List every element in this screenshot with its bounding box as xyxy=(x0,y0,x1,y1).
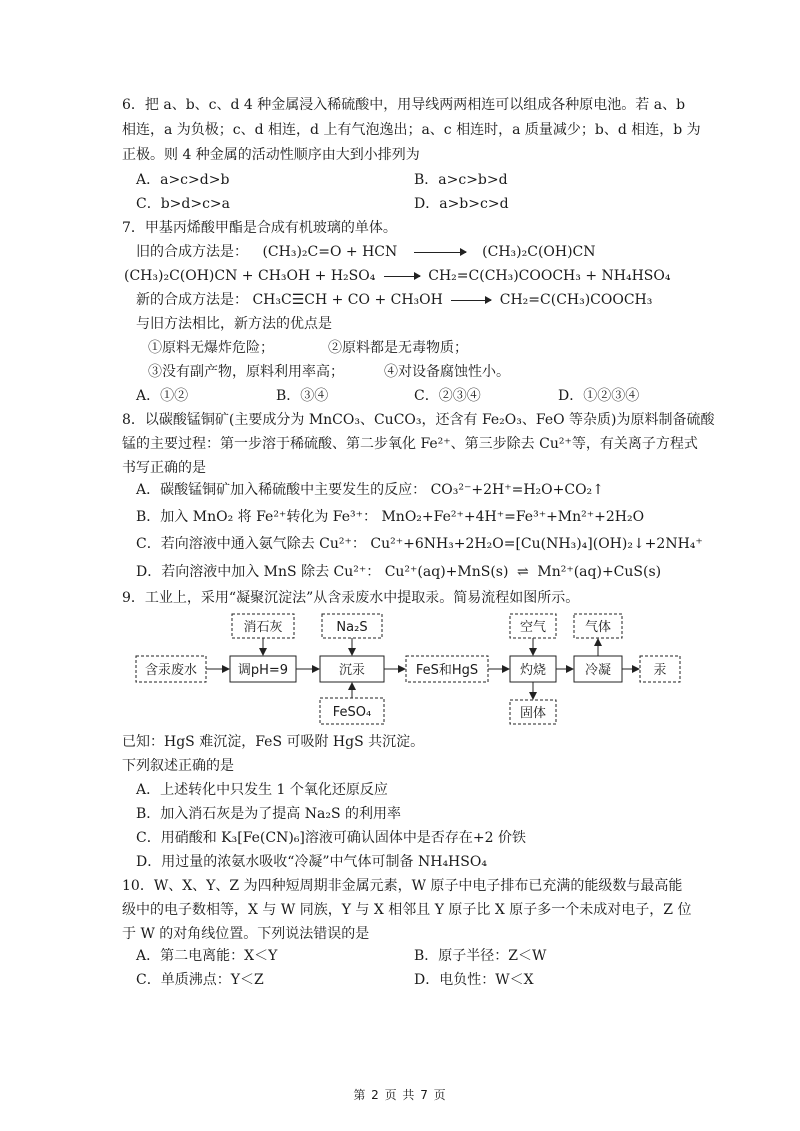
q8-option-d-eq-right: Mn²⁺(aq)+CuS(s) xyxy=(537,564,662,580)
q8-option-d-text: D．若向溶液中加入 MnS 除去 Cu²⁺： xyxy=(136,564,381,580)
flow-box-step1 xyxy=(230,656,296,682)
q9-option-a: A．上述转化中只发生 1 个氧化还原反应 xyxy=(136,782,388,798)
q8-option-a-eq: CO₃²⁻+2H⁺=H₂O+CO₂↑ xyxy=(430,482,604,498)
q6-option-c: C．b>d>c>a xyxy=(136,196,231,212)
flow-add-na2s xyxy=(322,614,382,655)
q7-option-a: A．①② xyxy=(136,388,189,404)
flow-add-limestone xyxy=(232,614,294,655)
flow-step4-label: 灼烧 xyxy=(519,663,547,678)
flow-add-feso4 xyxy=(320,683,384,724)
flow-step2-label: 沉汞 xyxy=(338,663,366,678)
q7-old-label: 旧的合成方法是： xyxy=(136,244,248,260)
flow-add4-label: 空气 xyxy=(519,620,547,635)
q10-option-b: B．原子半径：Z＜W xyxy=(414,948,547,964)
q6-option-d: D．a>b>c>d xyxy=(414,196,509,212)
q8-line3: 书写正确的是 xyxy=(122,460,206,476)
q7-old-eq2-left: (CH₃)₂C(OH)CN + CH₃OH + H₂SO₄ xyxy=(124,268,376,284)
flow-product-label: 汞 xyxy=(653,663,667,678)
equilibrium-arrow-icon: ⇌ xyxy=(517,564,529,580)
q7-point1: ①原料无爆炸危险； xyxy=(148,340,274,356)
q6-line3: 正极。则 4 种金属的活动性顺序由大到小排列为 xyxy=(122,147,420,163)
q7-new-label: 新的合成方法是： xyxy=(136,292,248,308)
q10-option-a: A．第二电离能：X＜Y xyxy=(136,948,278,964)
q7-point3: ③没有副产物，原料利用率高； xyxy=(148,364,344,380)
q6-option-a: A．a>c>d>b xyxy=(136,172,230,188)
q7-option-c: C．②③④ xyxy=(414,388,481,404)
q8-option-c-eq: Cu²⁺+6NH₃+2H₂O=[Cu(NH₃)₄](OH)₂↓+2NH₄⁺ xyxy=(370,536,703,552)
q7-point4: ④对设备腐蚀性小。 xyxy=(384,364,510,380)
q8-option-a-text: A．碳酸锰铜矿加入稀硫酸中主要发生的反应： xyxy=(136,482,427,498)
q9-known: 已知：HgS 难沉淀，FeS 可吸附 HgS 共沉淀。 xyxy=(122,734,425,750)
q6-line2: 相连，a 为负极；c、d 相连，d 上有气泡逸出；a、c 相连时，a 质量减少；b、d 相连，b 为 xyxy=(122,122,701,138)
page-footer: 第 2 页 共 7 页 xyxy=(353,1088,447,1102)
q9-option-c: C．用硝酸和 K₃[Fe(CN)₆]溶液可确认固体中是否存在+2 价铁 xyxy=(136,830,526,846)
q8-line2: 锰的主要过程：第一步溶于稀硫酸、第二步氧化 Fe²⁺、第三步除去 Cu²⁺等，有关离子方程式 xyxy=(122,436,698,452)
q8-line1: 8．以碳酸锰铜矿(主要成分为 MnCO₃、CuCO₃，还含有 Fe₂O₃、FeO 等杂质)为原料制备硫酸 xyxy=(122,412,715,428)
q10-option-c: C．单质沸点：Y＜Z xyxy=(136,972,264,988)
flow-step3-label: FeS和HgS xyxy=(415,663,479,678)
flow-box-step3 xyxy=(406,656,488,682)
flow-box-step5 xyxy=(574,656,622,682)
q7-new-eq-right: CH₂=C(CH₃)COOCH₃ xyxy=(499,292,653,308)
flow-out-gas xyxy=(574,614,622,656)
flow-add2-label: Na₂S xyxy=(336,620,368,635)
flow-box-source xyxy=(136,656,206,682)
q9-ask: 下列叙述正确的是 xyxy=(122,758,234,774)
q10-line3: 于 W 的对角线位置。下列说法错误的是 xyxy=(122,926,370,942)
flow-source-label: 含汞废水 xyxy=(144,663,198,678)
q7-old-eq1-left: (CH₃)₂C=O + HCN xyxy=(262,244,398,260)
q8-option-d-eq-left: Cu²⁺(aq)+MnS(s) xyxy=(384,564,509,580)
flow-out-gas-label: 气体 xyxy=(584,620,612,635)
q7-compare: 与旧方法相比，新方法的优点是 xyxy=(136,316,332,332)
q7-point2: ②原料都是无毒物质； xyxy=(328,340,468,356)
flow-box-product xyxy=(640,656,680,682)
q8-option-b-eq: MnO₂+Fe²⁺+4H⁺=Fe³⁺+Mn²⁺+2H₂O xyxy=(381,509,645,525)
q8-option-b-text: B．加入 MnO₂ 将 Fe²⁺转化为 Fe³⁺： xyxy=(136,509,378,525)
q7-new-eq-left: CH₃C☰CH + CO + CH₃OH xyxy=(252,292,443,308)
q9-option-d: D．用过量的浓氨水吸收“冷凝”中气体可制备 NH₄HSO₄ xyxy=(136,854,487,870)
q7-old-eq2-right: CH₂=C(CH₃)COOCH₃ + NH₄HSO₄ xyxy=(428,268,671,284)
flow-step5-label: 冷凝 xyxy=(584,663,612,678)
flow-out-solid-label: 固体 xyxy=(519,706,547,721)
q7-option-d: D．①②③④ xyxy=(558,388,640,404)
q10-line1: 10．W、X、Y、Z 为四种短周期非金属元素，W 原子中电子排布已充满的能级数与最高能 xyxy=(122,878,683,894)
q7-old-eq1-right: (CH₃)₂C(OH)CN xyxy=(482,244,596,260)
q6-line1: 6．把 a、b、c、d 4 种金属浸入稀硫酸中，用导线两两相连可以组成各种原电池。若 a、b xyxy=(122,97,686,113)
q9-stem: 9．工业上，采用“凝聚沉淀法”从含汞废水中提取汞。简易流程如图所示。 xyxy=(122,590,580,606)
flow-box-step2 xyxy=(320,656,384,682)
flow-add-air xyxy=(510,614,556,655)
q8-option-c-text: C．若向溶液中通入氨气除去 Cu²⁺： xyxy=(136,536,366,552)
q6-option-b: B．a>c>b>d xyxy=(414,172,508,188)
flow-out-solid xyxy=(510,682,556,724)
flow-add1-label: 消石灰 xyxy=(243,620,283,635)
q7-stem: 7．甲基丙烯酸甲酯是合成有机玻璃的单体。 xyxy=(122,220,397,236)
flow-box-step4 xyxy=(510,656,556,682)
q9-option-b: B．加入消石灰是为了提高 Na₂S 的利用率 xyxy=(136,806,401,822)
flow-step1-label: 调pH=9 xyxy=(237,663,289,678)
q7-option-b: B．③④ xyxy=(276,388,329,404)
q10-line2: 级中的电子数相等，X 与 W 同族，Y 与 X 相邻且 Y 原子比 X 原子多一个未成对电子，Z 位 xyxy=(122,902,692,918)
flow-add3-label: FeSO₄ xyxy=(332,705,372,720)
q10-option-d: D．电负性：W＜X xyxy=(414,972,534,988)
